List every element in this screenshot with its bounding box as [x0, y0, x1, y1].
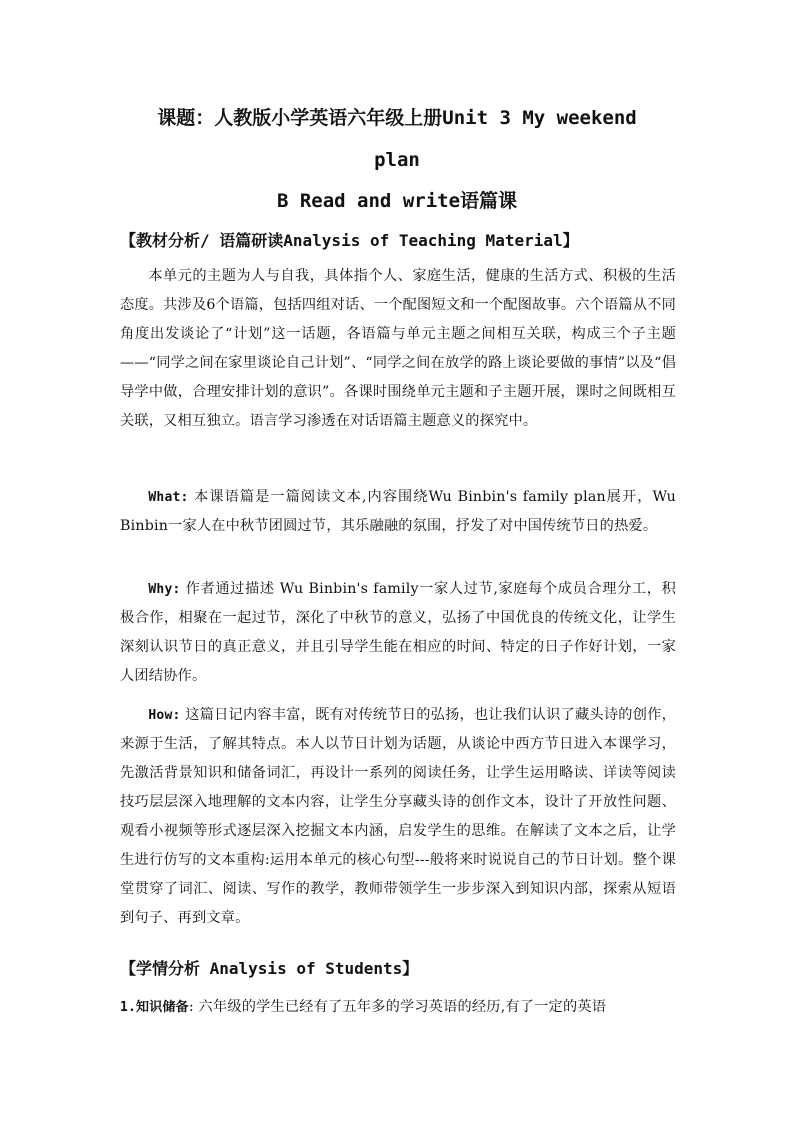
section-heading-students: 【学情分析 Analysis of Students】: [120, 959, 419, 978]
title-line-3: B Read and write语篇课: [276, 190, 518, 212]
knowledge-text: : 六年级的学生已经有了五年多的学习英语的经历,有了一定的英语: [188, 999, 607, 1015]
paragraph-knowledge: [120, 993, 676, 1022]
paragraph-unit-intro: 本单元的主题为人与自我，具体指个人、家庭生活，健康的生活方式、积极的生活态度。共涉及6个语篇，包括四组对话、一个配图短文和一个配图故事。六个语篇从不同角度出发谈论了“计划”这一话题，各语篇与单元主题之间相互关联，构成三个子主题——“同学之间在家里谈论自己计划”、“同学之间在放学的路上谈论要做的事情”以及“倡导学中做，合理安排计划的意识”。各课时围绕单元主题和子主题开展，课时之间既相互关联，又相互独立。语言学习渗透在对话语篇主题意义的探究中。: [120, 268, 676, 429]
title-line-2: plan: [374, 149, 420, 171]
how-text: 这篇日记内容丰富，既有对传统节日的弘扬，也让我们认识了藏头诗的创作，来源于生活，了解其特点。本人以节日计划为话题，从谈论中西方节日进入本课学习，先激活背景知识和储备词汇，再设计一系列的阅读任务，让学生运用略读、详读等阅读技巧层层深入地理解的文本内容，让学生分享藏头诗的创作文本，设计了开放性问题、观看小视频等形式逐层深入挖掘文本内涵，启发学生的思维。在解读了文本之后，让学生进行仿写的文本重构:运用本单元的核心句型---般将来时说说自己的节日计划。整个课堂贯穿了词汇、阅读、写作的教学，教师带领学生一步步深入到知识内部，探索从短语到句子、再到文章。: [120, 707, 676, 926]
paragraph-how: [120, 701, 676, 933]
paragraph-why: [120, 575, 676, 691]
knowledge-label: 1.知识储备: [120, 1000, 189, 1015]
title-line-1: 课题：人教版小学英语六年级上册Unit 3 My weekend: [157, 107, 637, 129]
how-label: How:: [148, 708, 181, 723]
why-text: 作者通过描述 Wu Binbin's family一家人过节,家庭每个成员合理分工，积极合作，相聚在一起过节，深化了中秋节的意义，弘扬了中国优良的传统文化，让学生深刻认识节日的真正意义，并且引导学生能在相应的时间、特定的日子作好计划，一家人团结协作。: [120, 581, 676, 684]
why-label: Why:: [148, 582, 181, 597]
section-heading-teaching-material: 【教材分析/ 语篇研读Analysis of Teaching Material】: [120, 231, 579, 250]
what-text: 本课语篇是一篇阅读文本,内容围绕Wu Binbin's family plan展开，Wu Binbin一家人在中秋节团圆过节，其乐融融的氛围，抒发了对中国传统节日的热爱。: [120, 489, 676, 534]
what-label: What:: [148, 490, 189, 505]
paragraph-what: [120, 483, 676, 541]
